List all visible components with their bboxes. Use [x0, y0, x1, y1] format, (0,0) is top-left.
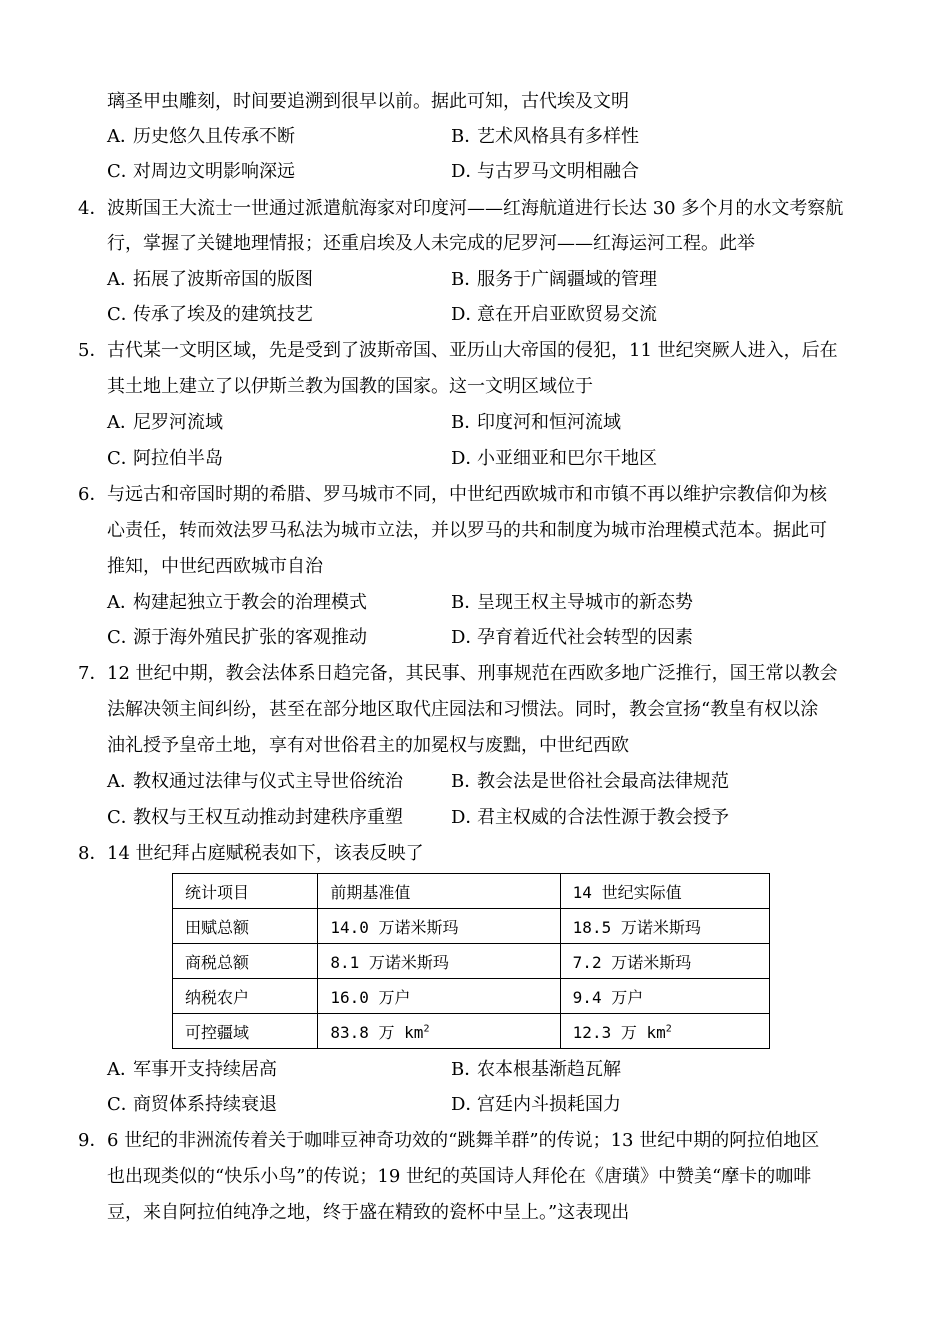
q7-stem-line-1 — [78, 661, 838, 687]
superscript: 2 — [423, 1023, 430, 1035]
table-row — [173, 1014, 770, 1049]
stem-text: 与远古和帝国时期的希腊、罗马城市不同，中世纪西欧城市和市镇不再以维护宗教信仰为核 — [107, 484, 827, 505]
q8-option-a[interactable] — [107, 1057, 277, 1083]
q6-option-b[interactable] — [451, 590, 693, 616]
q9-stem-line-1 — [78, 1128, 819, 1154]
q3-option-b[interactable] — [451, 124, 639, 150]
table-cell: 商税总额 — [173, 944, 318, 979]
q9-stem-line-3: 豆，来自阿拉伯纯净之地，终于盛在精致的瓷杯中呈上。”这表现出 — [107, 1202, 630, 1223]
option-letter: D． — [451, 448, 484, 469]
option-text: 历史悠久且传承不断 — [133, 126, 295, 147]
option-text: 传承了埃及的建筑技艺 — [133, 304, 313, 325]
q6-option-c[interactable] — [107, 625, 367, 651]
option-letter: A． — [107, 269, 138, 290]
q3-option-d[interactable] — [451, 159, 639, 185]
stem-text: 6 世纪的非洲流传着关于咖啡豆神奇功效的“跳舞羊群”的传说；13 世纪中期的阿拉伯地区 — [107, 1130, 820, 1151]
option-text: 印度河和恒河流域 — [477, 412, 621, 433]
option-text: 教权通过法律与仪式主导世俗统治 — [133, 771, 403, 792]
table-cell: 纳税农户 — [173, 979, 318, 1014]
question-number: 9． — [78, 1130, 108, 1151]
stem-text: 古代某一文明区域，先是受到了波斯帝国、亚历山大帝国的侵犯，11 世纪突厥人进入，后在 — [107, 340, 838, 361]
option-text: 源于海外殖民扩张的客观推动 — [133, 627, 367, 648]
table-row — [173, 979, 770, 1014]
question-number: 5． — [78, 340, 108, 361]
q4-option-a[interactable] — [107, 267, 313, 293]
option-text: 教会法是世俗社会最高法律规范 — [477, 771, 729, 792]
q7-option-a[interactable] — [107, 769, 403, 795]
table-row — [173, 909, 770, 944]
option-text: 小亚细亚和巴尔干地区 — [477, 448, 657, 469]
table-cell: 18.5 万诺米斯玛 — [560, 909, 769, 944]
option-letter: B． — [451, 126, 483, 147]
table-header-cell: 14 世纪实际值 — [560, 874, 769, 909]
option-letter: B． — [451, 771, 483, 792]
option-letter: B． — [451, 412, 483, 433]
q3-option-c[interactable] — [107, 159, 295, 185]
q5-option-b[interactable] — [451, 410, 621, 436]
option-letter: C． — [107, 448, 139, 469]
option-text: 阿拉伯半岛 — [133, 448, 223, 469]
table-cell: 8.1 万诺米斯玛 — [318, 944, 560, 979]
table-cell: 9.4 万户 — [560, 979, 769, 1014]
table-cell: 7.2 万诺米斯玛 — [560, 944, 769, 979]
option-text: 宫廷内斗损耗国力 — [477, 1094, 621, 1115]
option-letter: C． — [107, 161, 139, 182]
stem-text: 14 世纪拜占庭赋税表如下，该表反映了 — [107, 843, 424, 864]
table-header-cell: 前期基准值 — [318, 874, 560, 909]
table-cell: 田赋总额 — [173, 909, 318, 944]
option-letter: C． — [107, 1094, 139, 1115]
option-text: 服务于广阔疆域的管理 — [477, 269, 657, 290]
q5-stem-line-2: 其土地上建立了以伊斯兰教为国教的国家。这一文明区域位于 — [107, 376, 593, 397]
table-cell-area — [560, 1014, 769, 1049]
tax-table — [172, 873, 770, 1049]
option-text: 与古罗马文明相融合 — [477, 161, 639, 182]
question-number: 4． — [78, 198, 108, 219]
option-letter: A． — [107, 771, 138, 792]
q8-stem — [78, 841, 424, 867]
q5-option-d[interactable] — [451, 446, 657, 472]
q7-stem-line-3: 油礼授予皇帝土地，享有对世俗君主的加冕权与废黜，中世纪西欧 — [107, 735, 629, 756]
q4-option-b[interactable] — [451, 267, 657, 293]
area-value: 12.3 万 km — [572, 1022, 666, 1042]
q5-stem-line-1 — [78, 338, 838, 364]
option-letter: B． — [451, 592, 483, 613]
option-text: 艺术风格具有多样性 — [477, 126, 639, 147]
q5-option-a[interactable] — [107, 410, 223, 436]
option-text: 君主权威的合法性源于教会授予 — [477, 807, 729, 828]
option-text: 对周边文明影响深远 — [133, 161, 295, 182]
q4-stem-line-1 — [78, 196, 843, 222]
option-text: 农本根基渐趋瓦解 — [477, 1059, 621, 1080]
q6-stem-line-1 — [78, 482, 827, 508]
option-text: 军事开支持续居高 — [133, 1059, 277, 1080]
q9-stem-line-2: 也出现类似的“快乐小鸟”的传说；19 世纪的英国诗人拜伦在《唐璜》中赞美“摩卡的咖啡 — [107, 1166, 812, 1187]
q6-stem-line-3: 推知，中世纪西欧城市自治 — [107, 556, 323, 577]
question-number: 8． — [78, 843, 108, 864]
option-letter: D． — [451, 627, 484, 648]
q7-option-d[interactable] — [451, 805, 729, 831]
q4-option-d[interactable] — [451, 302, 657, 328]
table-cell: 16.0 万户 — [318, 979, 560, 1014]
option-letter: C． — [107, 807, 139, 828]
option-letter: A． — [107, 592, 138, 613]
option-letter: A． — [107, 1059, 138, 1080]
table-cell-area — [318, 1014, 560, 1049]
q3-option-a[interactable] — [107, 124, 295, 150]
q6-option-a[interactable] — [107, 590, 367, 616]
option-letter: D． — [451, 304, 484, 325]
option-letter: B． — [451, 1059, 483, 1080]
q6-option-d[interactable] — [451, 625, 693, 651]
option-text: 意在开启亚欧贸易交流 — [477, 304, 657, 325]
q5-option-c[interactable] — [107, 446, 223, 472]
option-letter: B． — [451, 269, 483, 290]
option-letter: A． — [107, 126, 138, 147]
question-number: 6． — [78, 484, 108, 505]
option-text: 孕育着近代社会转型的因素 — [477, 627, 693, 648]
option-letter: C． — [107, 304, 139, 325]
option-letter: C． — [107, 627, 139, 648]
q3-stem-tail: 璃圣甲虫雕刻，时间要追溯到很早以前。据此可知，古代埃及文明 — [107, 91, 629, 112]
option-text: 构建起独立于教会的治理模式 — [133, 592, 367, 613]
option-text: 教权与王权互动推动封建秩序重塑 — [133, 807, 403, 828]
q7-stem-line-2: 法解决领主间纠纷，甚至在部分地区取代庄园法和习惯法。同时，教会宣扬“教皇有权以涂 — [107, 699, 819, 720]
q4-option-c[interactable] — [107, 302, 313, 328]
q7-option-c[interactable] — [107, 805, 403, 831]
table-cell: 14.0 万诺米斯玛 — [318, 909, 560, 944]
q8-option-c[interactable] — [107, 1092, 277, 1118]
table-header-row — [173, 874, 770, 909]
option-letter: D． — [451, 161, 484, 182]
option-text: 呈现王权主导城市的新态势 — [477, 592, 693, 613]
superscript: 2 — [665, 1023, 672, 1035]
option-text: 商贸体系持续衰退 — [133, 1094, 277, 1115]
stem-text: 波斯国王大流士一世通过派遣航海家对印度河——红海航道进行长达 30 多个月的水文考察航 — [107, 198, 844, 219]
question-number: 7． — [78, 663, 108, 684]
stem-text: 12 世纪中期，教会法体系日趋完备，其民事、刑事规范在西欧多地广泛推行，国王常以教会 — [107, 663, 838, 684]
option-text: 拓展了波斯帝国的版图 — [133, 269, 313, 290]
q6-stem-line-2: 心责任，转而效法罗马私法为城市立法，并以罗马的共和制度为城市治理模式范本。据此可 — [107, 520, 827, 541]
option-letter: D． — [451, 1094, 484, 1115]
q4-stem-line-2: 行，掌握了关键地理情报；还重启埃及人未完成的尼罗河——红海运河工程。此举 — [107, 233, 755, 254]
table-header-cell: 统计项目 — [173, 874, 318, 909]
option-letter: D． — [451, 807, 484, 828]
q8-option-d[interactable] — [451, 1092, 621, 1118]
q8-option-b[interactable] — [451, 1057, 621, 1083]
option-letter: A． — [107, 412, 138, 433]
table-cell: 可控疆域 — [173, 1014, 318, 1049]
option-text: 尼罗河流域 — [133, 412, 223, 433]
area-value: 83.8 万 km — [330, 1022, 424, 1042]
table-row — [173, 944, 770, 979]
q7-option-b[interactable] — [451, 769, 729, 795]
